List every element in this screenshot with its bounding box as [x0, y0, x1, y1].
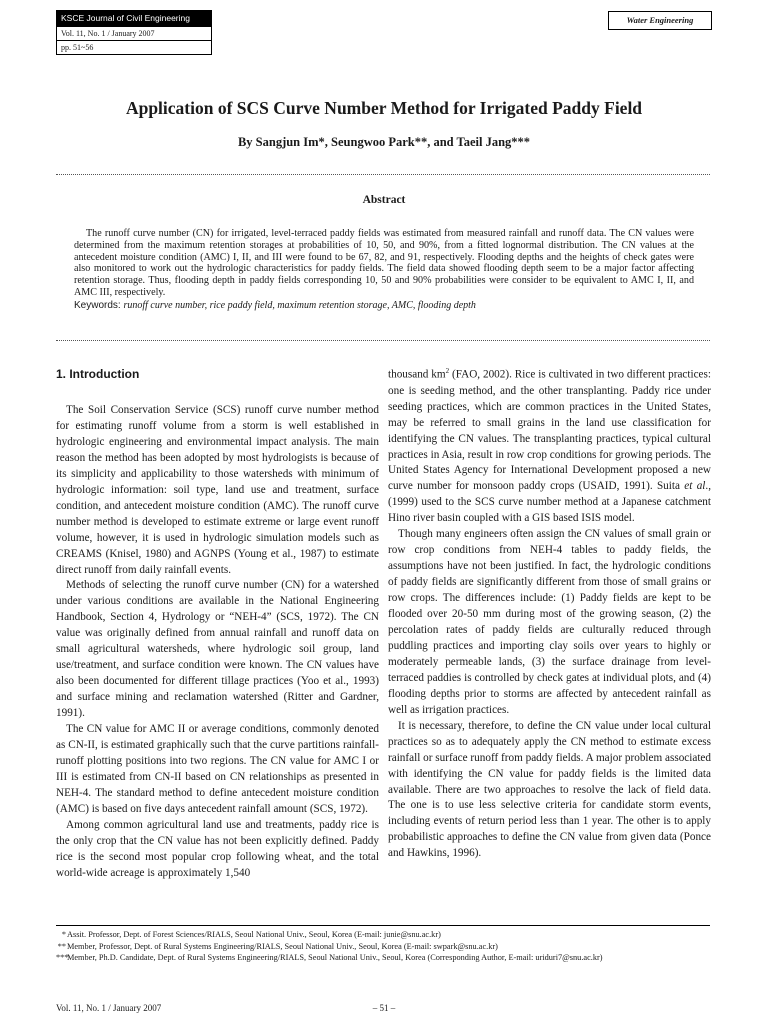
abstract-text: The runoff curve number (CN) for irrigated, level-terraced paddy fields was estimated from measured rainfall and runoff data. The CN values were determined from the maximum retention storages at probabilities of 10, 50, and 90%, from a fitted lognormal distribution. The CN values at the antecedent moisture condition (AMC) I, II, and III were found to be 67, 82, and 91, respectively. Flooding depths and the heights of check gates were also monitored to work out the hydrologic characteristics for paddy fields. The field data showed flooding depth seem to be a major factor affecting retention storage. Thus, flooding depth in paddy fields corresponding 10, 50 and 90% probabilities were consider to be equivalent to AMC I, II, and AMC III, respectively. [74, 228, 694, 298]
paper-title: Application of SCS Curve Number Method for Irrigated Paddy Field [125, 98, 643, 118]
divider-top [56, 174, 710, 175]
footnote-mark: *** [56, 953, 69, 962]
footnote-text: Member, Professor, Dept. of Rural Systems Engineering/RIALS, Seoul National Univ., Seoul, Korea (E-mail: swpark@snu.ac.kr) [67, 941, 498, 951]
footer-volume: Vol. 11, No. 1 / January 2007 [56, 1003, 162, 1013]
footnotes [56, 929, 710, 964]
footer-page-number: – 51 – [372, 1003, 396, 1013]
journal-info-box [56, 10, 212, 55]
column-left [56, 364, 379, 882]
right-p1-c: ., (1999) used to the SCS curve number method at a Japanese catchment Hino river basin coupled with a GIS based ISIS model. [388, 480, 712, 525]
keywords [74, 300, 694, 312]
footnote-mark: ** [57, 941, 66, 951]
footnote-rule [56, 925, 710, 926]
right-p1-b: (FAO, 2002). Rice is cultivated in two different practices: one is seeding method, and the other transplanting. Paddy rice under seeding practices, which are common practices in the United States, may be referred to small grains in the land use classification for identifying the CN values. The transplanting practices, typical cultural practices in Asia, result in row crop conditions for growing periods. The United States Agency for International Development proposed a new curve number for monsoon paddy crops (USAID, 1991). Suita [388, 368, 711, 493]
right-p1-a: thousand km [388, 368, 446, 381]
intro-paragraph: Among common agricultural land use and treatments, paddy rice is the only crop that the CN value has not been explicitly defined. Paddy rice is the second most popular crop following wheat, and the total world-wide acreage is approximately 1,540 [56, 818, 379, 879]
section-heading-introduction: 1. Introduction [56, 367, 140, 381]
abstract-heading: Abstract [362, 194, 406, 206]
keywords-label: Keywords: [74, 299, 121, 311]
footnote-item [56, 929, 710, 941]
right-paragraph: Though many engineers often assign the CN values of small grain or row crop conditions from NEH-4 tables to paddy fields, the assumptions have not been justified. In fact, the hydrologic conditions of paddy fields are significantly different from those of small grains or row crops. The differences include: (1) Paddy fields are kept to be flooded over 20-50 mm during most of the growing season, (2) the percolation rates of paddy fields are culturally reduced through puddling practices and importing clay soils over years to highly or moderately permeable lands, (3) the surface drainage from level-terraced paddies is controlled by check gates at individual plots, and (4) flooding depths prior to storms are affected by antecedent rainfall as well as irrigation practices. [388, 528, 711, 716]
footnote-item [56, 952, 710, 964]
footnote-text: Member, Ph.D. Candidate, Dept. of Rural Systems Engineering/RIALS, Seoul National Univ., Seoul, Korea (Corresponding Author, E-mail: uriduri7@snu.ac.kr) [67, 953, 603, 962]
volume-issue: Vol. 11, No. 1 / January 2007 [57, 26, 211, 40]
intro-paragraph: Methods of selecting the runoff curve number (CN) for a watershed under various conditions are available in the National Engineering Handbook, Section 4, Hydrology or “NEH-4” (SCS, 1972). The CN value was originally defined from annual rainfall and runoff data on small agricultural watersheds, where hydrologic soil group, land use/treatment, and surface condition were known. The CN values have also been documented for different tillage practices (Yoo et al., 1993) and surface mining and reclamation watershed (Ritter and Gardner, 1991). [56, 579, 379, 720]
journal-name: KSCE Journal of Civil Engineering [57, 11, 211, 26]
et-al: et al [684, 480, 706, 493]
superscript-2: 2 [445, 367, 450, 375]
abstract-body [74, 228, 694, 312]
page-range: pp. 51~56 [57, 40, 211, 54]
intro-paragraph: The CN value for AMC II or average conditions, commonly denoted as CN-II, is estimated graphically such that the curve partitions rainfall-runoff plotting positions into two regions. The CN value for AMC I or III is estimated from CN-II based on CN relationships as presented in NEH-4. The standard method to define antecedent moisture condition (AMC) is based on five days antecedent rainfall amount (SCS, 1972). [56, 723, 379, 815]
footnote-text: Assit. Professor, Dept. of Forest Sciences/RIALS, Seoul National Univ., Seoul, Korea (E-mail: junie@snu.ac.kr) [67, 930, 441, 939]
column-right [388, 364, 711, 862]
section-label: Water Engineering [608, 11, 712, 30]
keywords-list: runoff curve number, rice paddy field, maximum retention storage, AMC, flooding depth [123, 299, 476, 311]
right-paragraph: It is necessary, therefore, to define the CN value under local cultural practices so as to adequately apply the CN method to estimate excess rainfall or surface runoff from paddy fields. A major problem associated with identifying the CN value for paddy fields is the limited data available. There are two approaches to resolve the lack of field data. The one is to use less selective criteria for candidate storm events, including events of return period less than 1 year. The other is to apply probabilistic approaches to define the CN value from given data (Ponce and Hawkins, 1996). [388, 719, 711, 860]
divider-bottom [56, 340, 710, 341]
paper-authors: By Sangjun Im*, Seungwoo Park**, and Taeil Jang*** [237, 135, 531, 149]
footnote-mark: * [61, 930, 66, 939]
right-paragraph [388, 364, 711, 527]
intro-paragraph: The Soil Conservation Service (SCS) runoff curve number method for estimating runoff volume from a storm is well established in hydrologic engineering and environmental impact analysis. The main reason the method has been adopted by most hydrologists is because of its simplicity and applicability to those watersheds with minimum of hydrologic information: soil type, land use and treatment, surface condition, and antecedent moisture condition (AMC). The runoff curve number method is developed to estimate extreme or large event runoff volume, however, it is used in hydrologic simulation models such as CREAMS (Knisel, 1980) and AGNPS (Young et al., 1987) to estimate direct runoff from daily rainfall events. [56, 404, 379, 576]
footnote-item [56, 941, 710, 953]
